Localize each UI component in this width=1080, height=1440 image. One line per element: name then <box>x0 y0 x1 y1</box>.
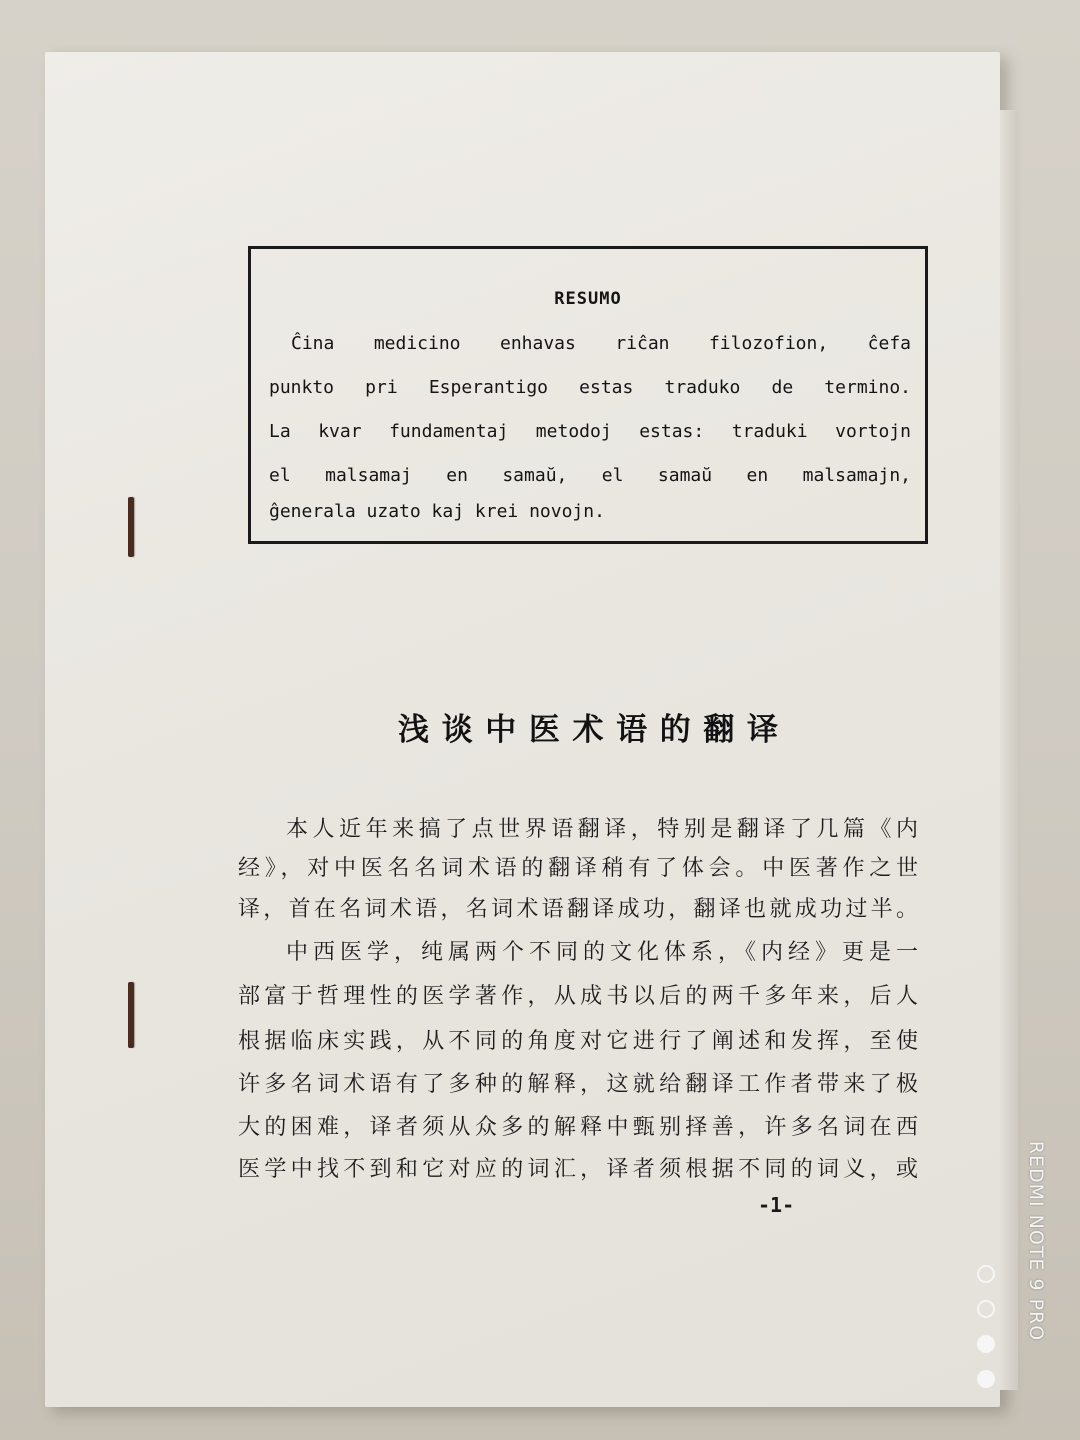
article-line: 本人近年来搞了点世界语翻译，特别是翻译了几篇《内 <box>286 817 918 842</box>
watermark-text: REDMI NOTE 9 PRO <box>1025 1140 1047 1342</box>
staple-top <box>128 497 134 557</box>
resumo-title: RESUMO <box>554 289 622 309</box>
watermark-dot-icon <box>977 1265 995 1283</box>
article-line: 医学中找不到和它对应的词汇，译者须根据不同的词义，或 <box>238 1157 918 1182</box>
staple-bottom <box>128 982 134 1048</box>
resumo-line: ĝenerala uzato kaj krei novojn. <box>269 501 605 522</box>
article-line: 译，首在名词术语，名词术语翻译成功，翻译也就成功过半。 <box>238 897 918 922</box>
resumo-line: La kvar fundamentaj metodoj estas: traduki vortojn <box>269 421 911 442</box>
article-line: 中西医学，纯属两个不同的文化体系，《内经》更是一 <box>286 940 918 965</box>
watermark-dot-icon <box>977 1370 995 1388</box>
page-number: -1- <box>758 1193 795 1217</box>
article-line: 大的困难，译者须从众多的解释中甄别择善，许多名词在西 <box>238 1115 918 1140</box>
resumo-line: Ĉina medicino enhavas riĉan filozofion, ĉefa <box>291 333 911 354</box>
resumo-line: el malsamaj en samaŭ, el samaŭ en malsamajn, <box>269 465 911 486</box>
resumo-box <box>248 246 928 544</box>
article-line: 经》，对中医名名词术语的翻译稍有了体会。中医著作之世 <box>238 856 918 881</box>
watermark-dot-icon <box>977 1335 995 1353</box>
article-line: 部富于哲理性的医学著作，从成书以后的两千多年来，后人 <box>238 984 918 1009</box>
article-line: 许多名词术语有了多种的解释，这就给翻译工作者带来了极 <box>238 1072 918 1097</box>
camera-watermark <box>1022 1128 1050 1360</box>
page-stack-edge <box>1000 110 1018 1390</box>
resumo-line: punkto pri Esperantigo estas traduko de termino. <box>269 377 911 398</box>
article-line: 根据临床实践，从不同的角度对它进行了阐述和发挥，至使 <box>238 1029 918 1054</box>
watermark-dot-icon <box>977 1300 995 1318</box>
article-title: 浅谈中医术语的翻译 <box>398 712 778 748</box>
